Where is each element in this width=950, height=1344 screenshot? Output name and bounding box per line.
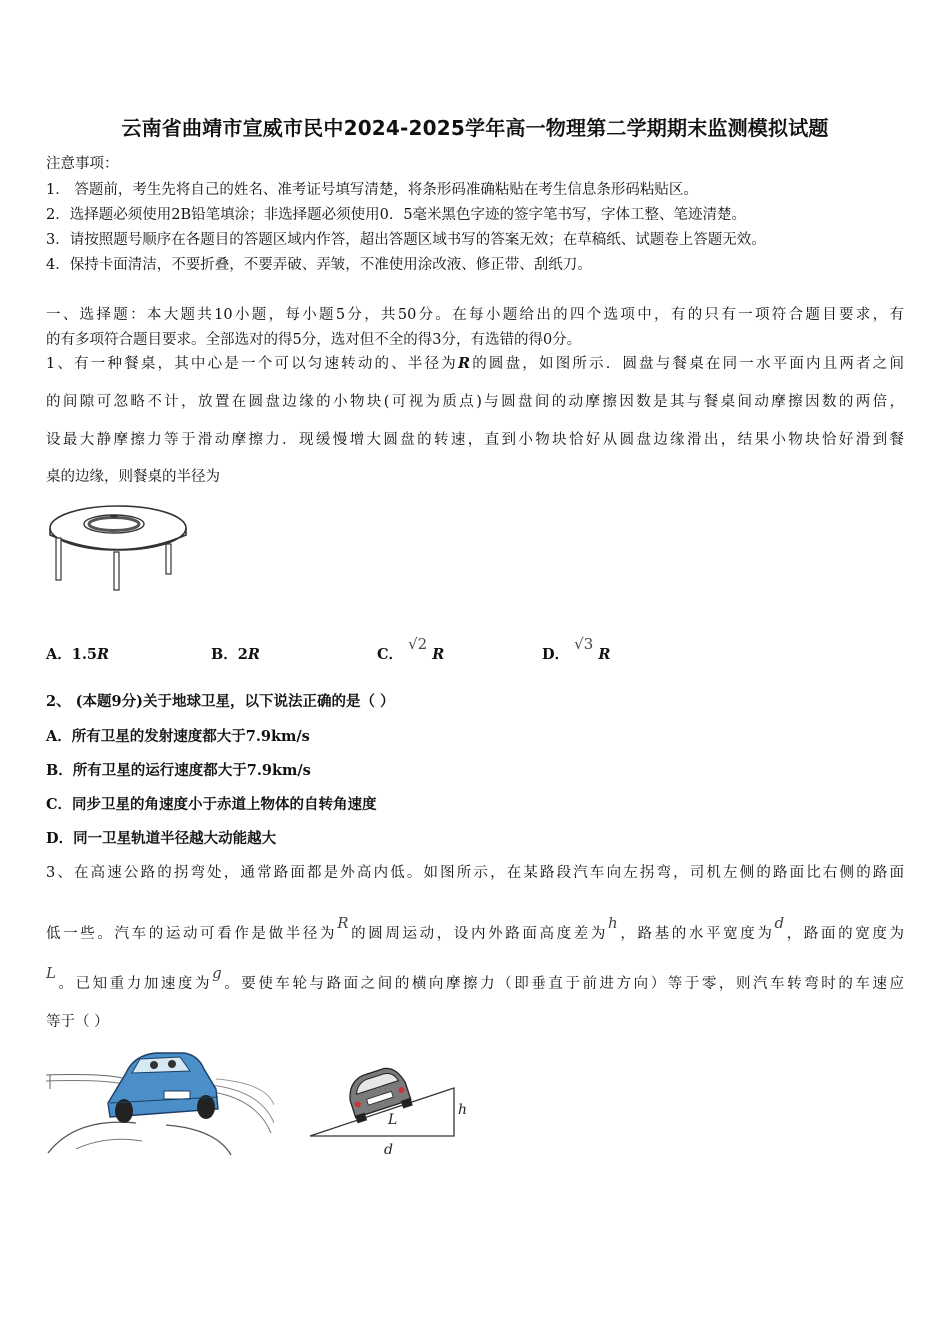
q3-var-g: g [212,964,222,982]
q1-option-a-value: 1.5 [71,646,97,663]
q1-option-d-label: D． [542,646,570,663]
notice-item-1: 1． 答题前，考生先将自己的姓名、准考证号填写清楚，将条形码准确粘贴在考生信息条形码粘贴区。 [46,182,698,198]
q3-line-2-text-c: ，路基的水平宽度为 [617,926,775,942]
q1-line-1 [46,352,904,373]
notice-item-2: 2．选择题必须使用2B铅笔填涂；非选择题必须使用0．5毫米黑色字迹的签字笔书写，字体工整、笔迹清楚。 [46,207,747,223]
car-on-curve-figure [46,1045,274,1157]
q1-line-1-text-a: 1、有一种餐桌，其中心是一个可以匀速转动的、半径为 [46,356,458,372]
q1-option-b[interactable] [211,643,260,664]
q3-line-2 [46,914,905,943]
q1-option-a[interactable] [46,643,109,664]
q1-option-d[interactable] [542,635,611,664]
notice-item-3: 3．请按照题号顺序在各题目的答题区域内作答，超出答题区域书写的答案无效；在草稿纸、试题卷上答题无效。 [46,232,766,248]
notice-item-4: 4．保持卡面清洁，不要折叠，不要弄破、弄皱，不准使用涂改液、修正带、刮纸刀。 [46,257,592,273]
label-h: h [458,1102,468,1118]
q2-option-c[interactable]: C．同步卫星的角速度小于赤道上物体的自转角速度 [46,796,377,813]
q3-line-2-text-d: ，路面的宽度为 [784,926,905,942]
q1-option-a-var: R [97,646,110,663]
q3-var-r: R [337,914,349,932]
q2-option-b[interactable]: B．所有卫星的运行速度都大于7.9km/s [46,762,311,779]
q1-option-c[interactable] [377,635,445,664]
q3-line-3 [46,964,905,993]
q3-line-3-text-a: 。已知重力加速度为 [55,976,213,992]
label-d: d [384,1142,393,1158]
page-title: 云南省曲靖市宣威市民中2024-2025学年高一物理第二学期期末监测模拟试题 [121,116,829,140]
q3-line-2-text-a: 低一些。汽车的运动可看作是做半径为 [46,926,338,942]
dining-table-figure [46,500,196,600]
section-intro-line-1: 一、选择题：本大题共10小题，每小题5分，共50分。在每小题给出的四个选项中，有的只有一项符合题目要求，有 [46,307,904,323]
q1-option-b-label: B． [211,646,238,663]
q1-option-b-value: 2 [237,646,248,663]
q1-option-a-label: A． [46,646,72,663]
q1-line-4: 桌的边缘，则餐桌的半径为 [46,469,220,485]
notice-heading: 注意事项： [46,156,119,172]
q2-stem: 2、 (本题9分)关于地球卫星，以下说法正确的是（ ） [46,693,395,710]
q3-var-h: h [608,914,618,932]
q2-option-a[interactable]: A．所有卫星的发射速度都大于7.9km/s [46,728,310,745]
q1-line-1-text-b: 的圆盘，如图所示．圆盘与餐桌在同一水平面内且两者之间 [470,356,904,372]
banked-road-figure [306,1062,476,1158]
q1-option-c-label: C． [377,646,404,663]
q3-line-3-text-b: 。要使车轮与路面之间的横向摩擦力（即垂直于前进方向）等于零，则汽车转弯时的车速应 [221,976,905,992]
q2-option-d[interactable]: D．同一卫星轨道半径越大动能越大 [46,830,277,847]
q3-line-1: 3、在高速公路的拐弯处，通常路面都是外高内低。如图所示，在某路段汽车向左拐弯，司机左侧的路面比右侧的路面 [46,865,904,881]
q1-option-b-var: R [247,646,260,663]
q1-line-3: 设最大静摩擦力等于滑动摩擦力．现缓慢增大圆盘的转速，直到小物块恰好从圆盘边缘滑出，结果小物块恰好滑到餐 [46,432,904,448]
q1-option-d-value: √3 [574,635,594,653]
q3-var-l: L [46,964,56,982]
q1-line-2: 的间隙可忽略不计，放置在圆盘边缘的小物块(可视为质点)与圆盘间的动摩擦因数是其与餐桌间动摩擦因数的两倍， [46,394,904,410]
q3-line-2-text-b: 的圆周运动，设内外路面高度差为 [348,926,609,942]
section-intro-line-2: 的有多项符合题目要求。全部选对的得5分，选对但不全的得3分，有选错的得0分。 [46,332,582,348]
q3-line-4: 等于（ ） [46,1014,109,1030]
q3-var-d: d [774,914,785,932]
q1-var-r: R [457,355,471,372]
q1-option-c-var: R [432,646,445,663]
label-l: L [388,1112,398,1128]
q1-option-c-value: √2 [408,635,428,653]
q1-option-d-var: R [598,646,611,663]
